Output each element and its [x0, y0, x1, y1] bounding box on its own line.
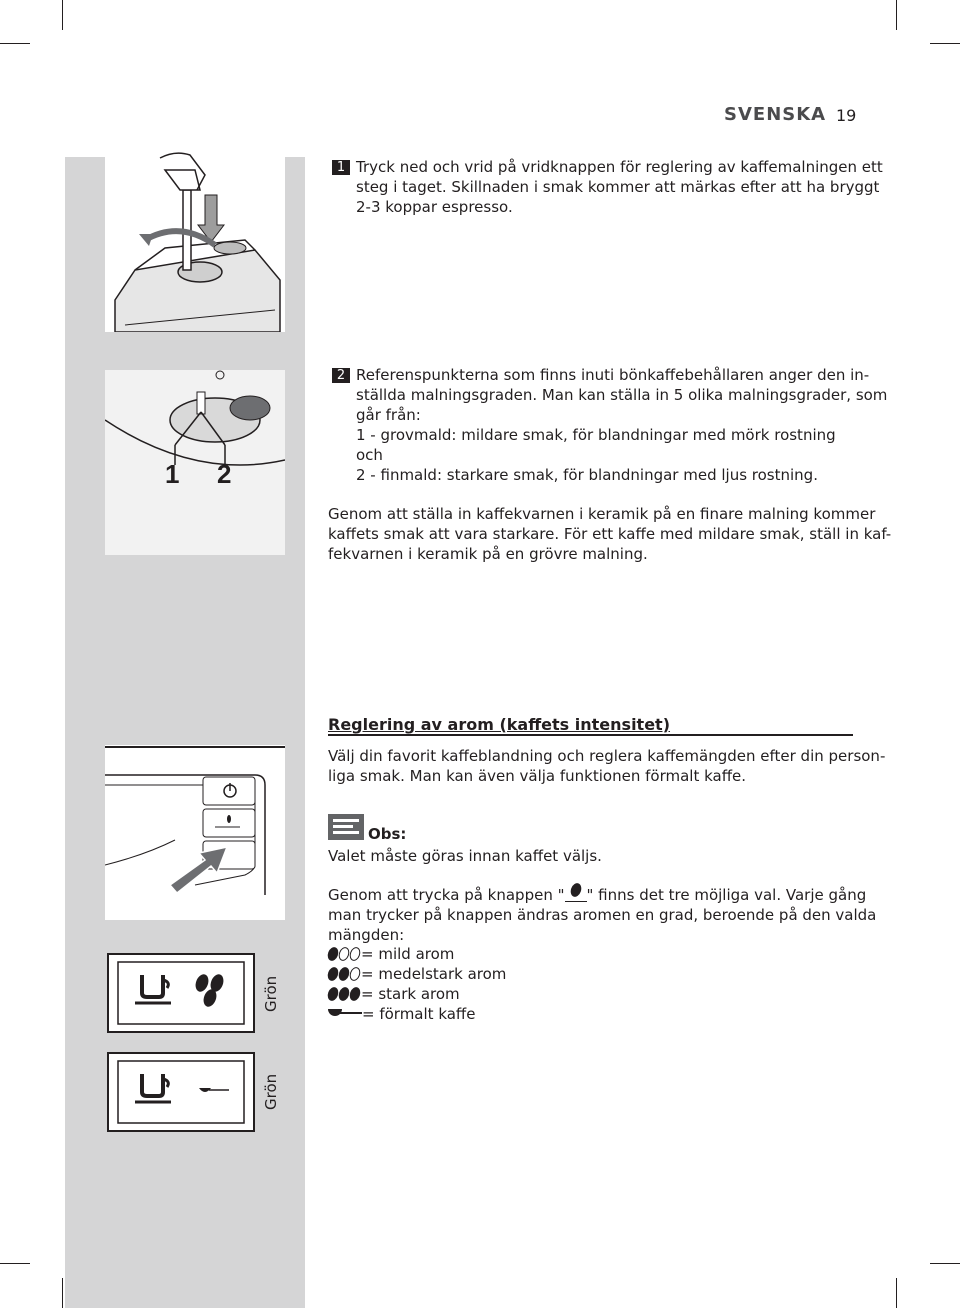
step-2: 2 Referenspunkterna som finns inuti bönkaffebehållaren anger den in- ställda malningsgraden. Man kan ställa in 5 olika malningsgrader, som går från: 1 - grovmald: mildare smak, för blandningar med mörk rostning och 2 - finmald: starkare smak, för blandningar med ljus rostning.	[332, 365, 887, 485]
reference-point-1-label: 1	[165, 459, 180, 489]
crop-mark	[0, 1263, 30, 1264]
grinder-knob-illustration	[105, 150, 285, 332]
section-intro: Välj din favorit kaffeblandning och reglera kaffemängden efter din person- liga smak. Man kan även välja funktionen förmalt kaffe.	[328, 747, 886, 785]
crop-mark	[896, 1278, 897, 1308]
step-1-number: 1	[332, 160, 350, 175]
note-text: Valet måste göras innan kaffet väljs.	[328, 847, 602, 865]
aroma-button-icon	[565, 886, 587, 902]
aroma-legend-medium: = medelstark arom	[328, 964, 506, 984]
display-ground-illustration	[107, 1052, 255, 1132]
reference-points-illustration	[105, 370, 285, 555]
reference-point-2-label: 2	[217, 459, 232, 489]
crop-mark	[62, 0, 63, 30]
display-color-label-2: Grön	[262, 1073, 280, 1110]
bean-icon	[348, 966, 362, 983]
step-1: 1 Tryck ned och vrid på vridknappen för reglering av kaffemalningen ett steg i taget. Skillnaden i smak kommer att märkas efter att ha bryggt 2-3 koppar espresso.	[332, 157, 883, 217]
display-strong-illustration	[107, 953, 255, 1033]
bean-icon	[348, 946, 362, 963]
control-panel-illustration	[105, 745, 285, 920]
step-2-number: 2	[332, 368, 350, 383]
crop-mark	[0, 43, 30, 44]
language-header: SVENSKA	[724, 104, 827, 125]
bean-icon	[348, 986, 362, 1003]
crop-mark	[930, 43, 960, 44]
crop-mark	[62, 1278, 63, 1308]
note-icon	[328, 814, 364, 840]
aroma-legend-strong: = stark arom	[328, 984, 460, 1004]
display-color-label-1: Grön	[262, 975, 280, 1012]
page-number: 19	[836, 106, 857, 125]
ceramic-grinder-paragraph: Genom att ställa in kaffekvarnen i keramik på en finare malning kommer kaffets smak att vara starkare. För ett kaffe med mildare smak, ställ in kaf- fekvarnen i keramik på en grövre malning.	[328, 505, 892, 563]
aroma-legend-ground: = förmalt kaffe	[328, 1004, 476, 1024]
aroma-legend-mild: = mild arom	[328, 944, 454, 964]
section-title: Reglering av arom (kaffets intensitet)	[328, 715, 671, 734]
ground-coffee-icon	[328, 1009, 362, 1019]
crop-mark	[930, 1263, 960, 1264]
aroma-button-paragraph: Genom att trycka på knappen " " finns det tre möjliga val. Varje gång man trycker på knappen ändras aromen en grad, beroende på den valda mängden:	[328, 885, 876, 945]
section-rule	[328, 734, 853, 736]
crop-mark	[896, 0, 897, 30]
note-label: Obs:	[368, 825, 407, 843]
